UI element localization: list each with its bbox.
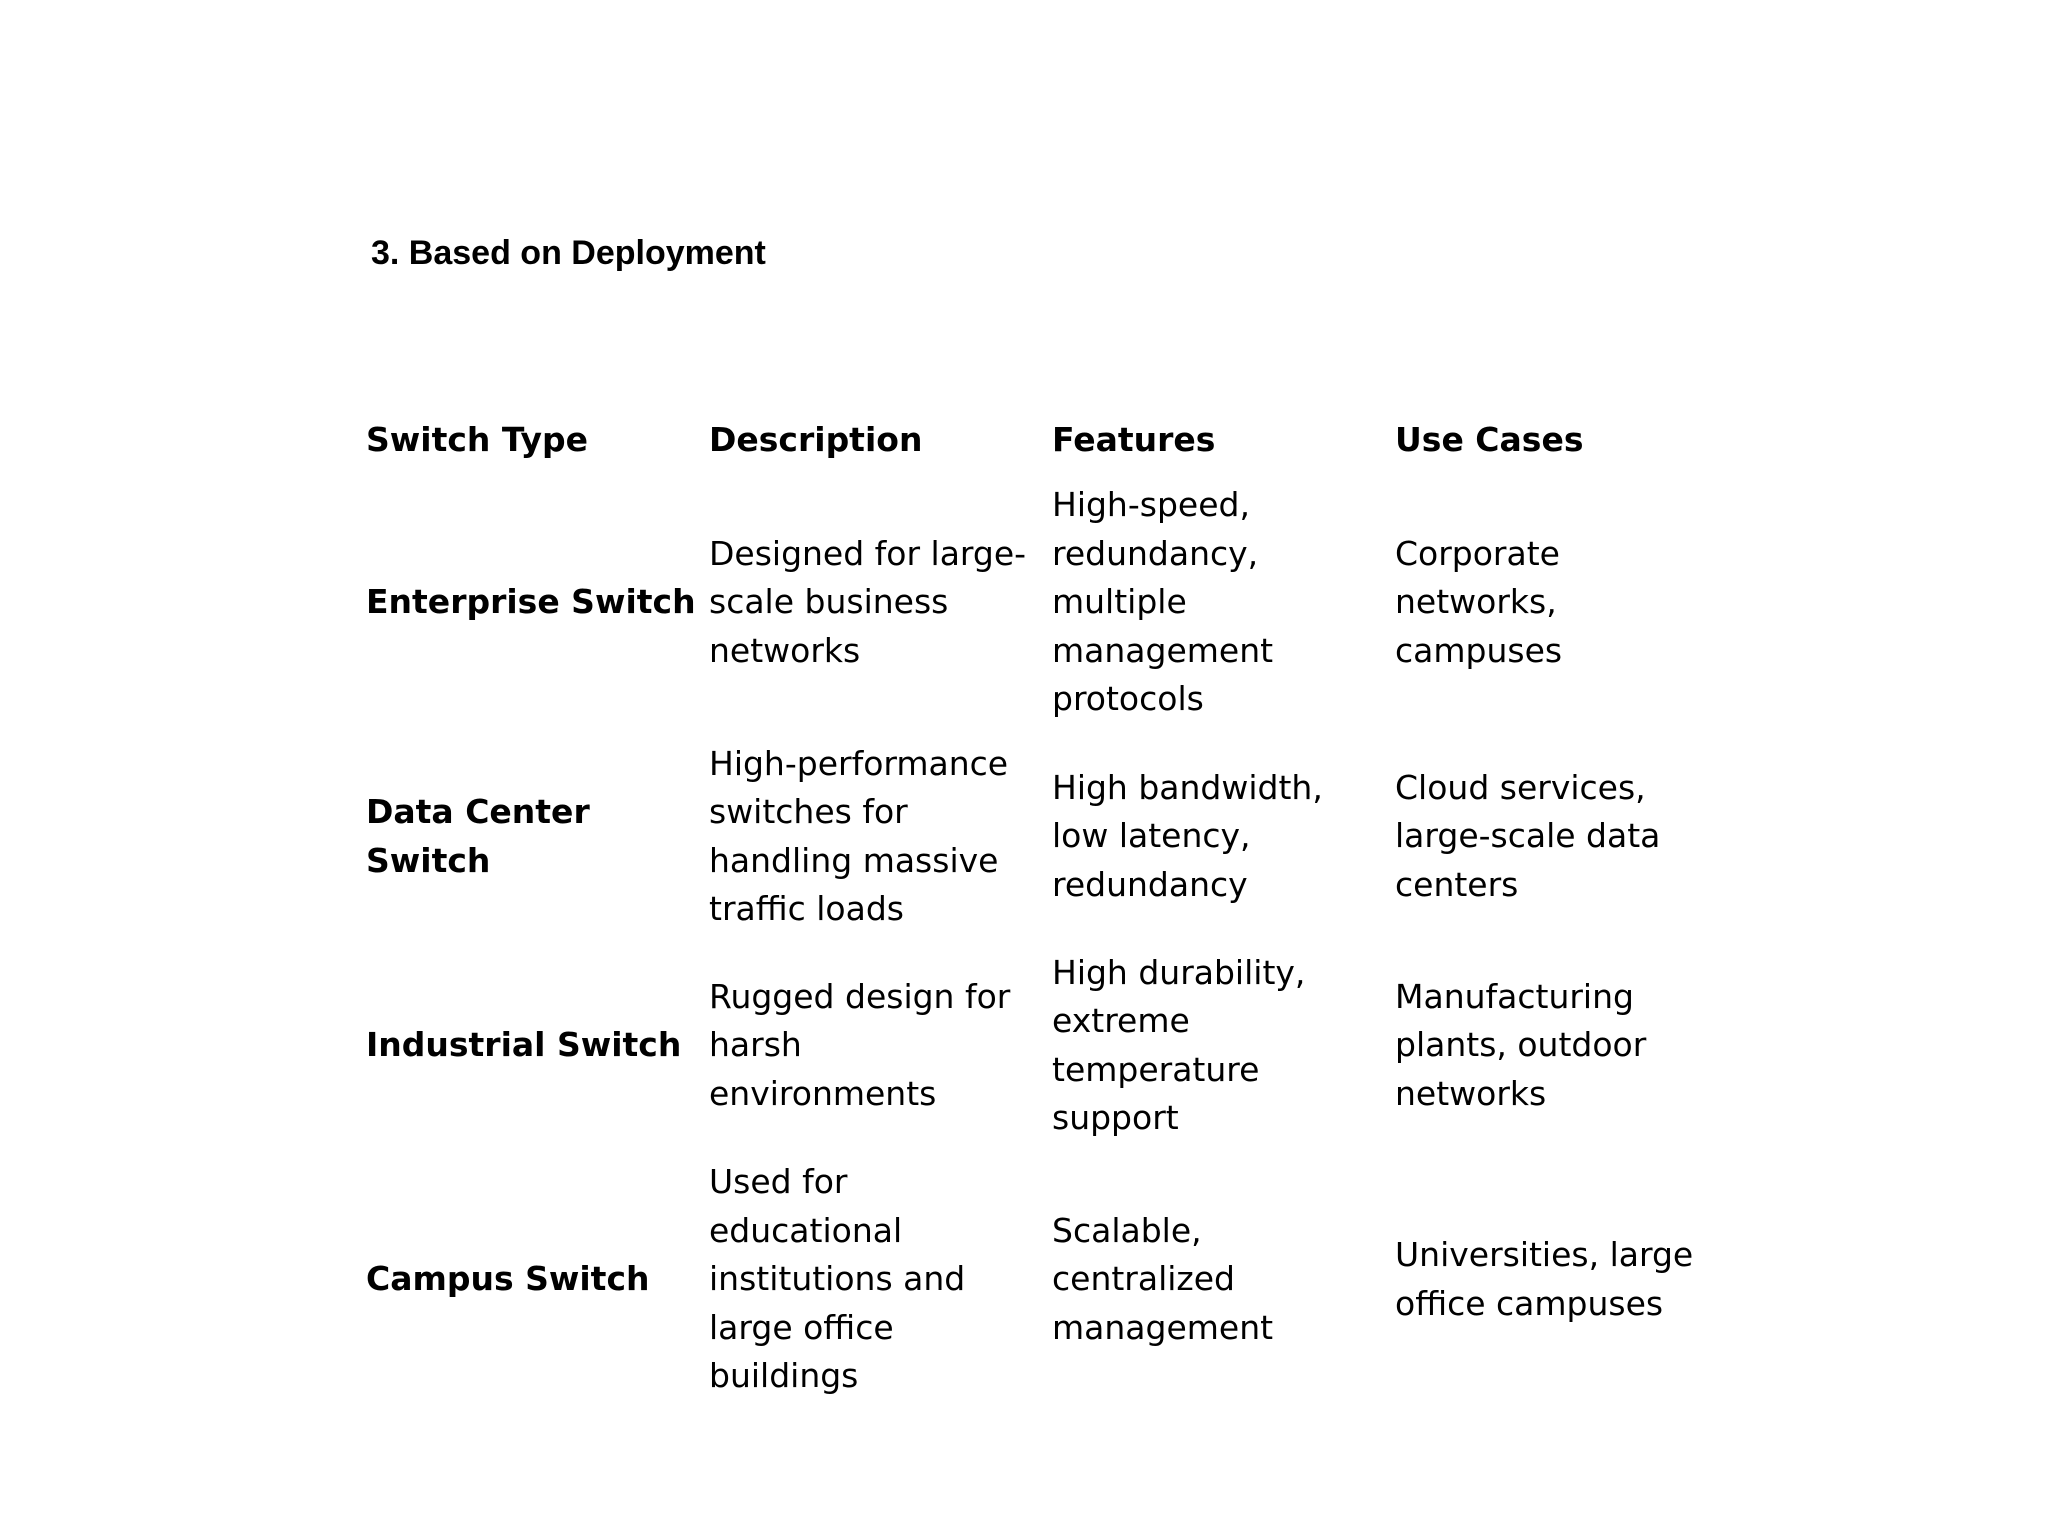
table-row bbox=[366, 480, 1726, 725]
header-switch-type: Switch Type bbox=[366, 419, 588, 459]
table-header-row bbox=[366, 416, 1726, 464]
description-cell: Rugged design for harsh environments bbox=[709, 976, 1011, 1113]
section-heading: 3. Based on Deployment bbox=[371, 234, 766, 272]
features-cell: High-speed, redundancy, multiple management protocols bbox=[1052, 485, 1274, 719]
table-row bbox=[366, 947, 1726, 1144]
features-cell: High bandwidth, low latency, redundancy bbox=[1052, 767, 1323, 904]
description-cell: Used for educational institutions and large office buildings bbox=[709, 1162, 966, 1396]
description-cell: Designed for large- scale business networks bbox=[709, 533, 1027, 670]
use-cases-cell: Corporate networks, campuses bbox=[1395, 533, 1563, 670]
table-row bbox=[366, 1157, 1726, 1402]
header-description: Description bbox=[709, 419, 923, 459]
use-cases-cell: Universities, large office campuses bbox=[1395, 1235, 1694, 1323]
description-cell: High-performance switches for handling massive traffic loads bbox=[709, 743, 1009, 928]
header-use-cases: Use Cases bbox=[1395, 419, 1584, 459]
features-cell: High durability, extreme temperature support bbox=[1052, 952, 1306, 1137]
switch-type-cell: Enterprise Switch bbox=[366, 582, 696, 622]
switch-type-cell: Industrial Switch bbox=[366, 1025, 682, 1065]
use-cases-cell: Manufacturing plants, outdoor networks bbox=[1395, 976, 1647, 1113]
switch-type-cell: Data Center Switch bbox=[366, 792, 590, 880]
table-row bbox=[366, 738, 1726, 935]
features-cell: Scalable, centralized management bbox=[1052, 1210, 1274, 1347]
header-features: Features bbox=[1052, 419, 1216, 459]
use-cases-cell: Cloud services, large-scale data centers bbox=[1395, 767, 1661, 904]
switch-type-cell: Campus Switch bbox=[366, 1259, 650, 1299]
